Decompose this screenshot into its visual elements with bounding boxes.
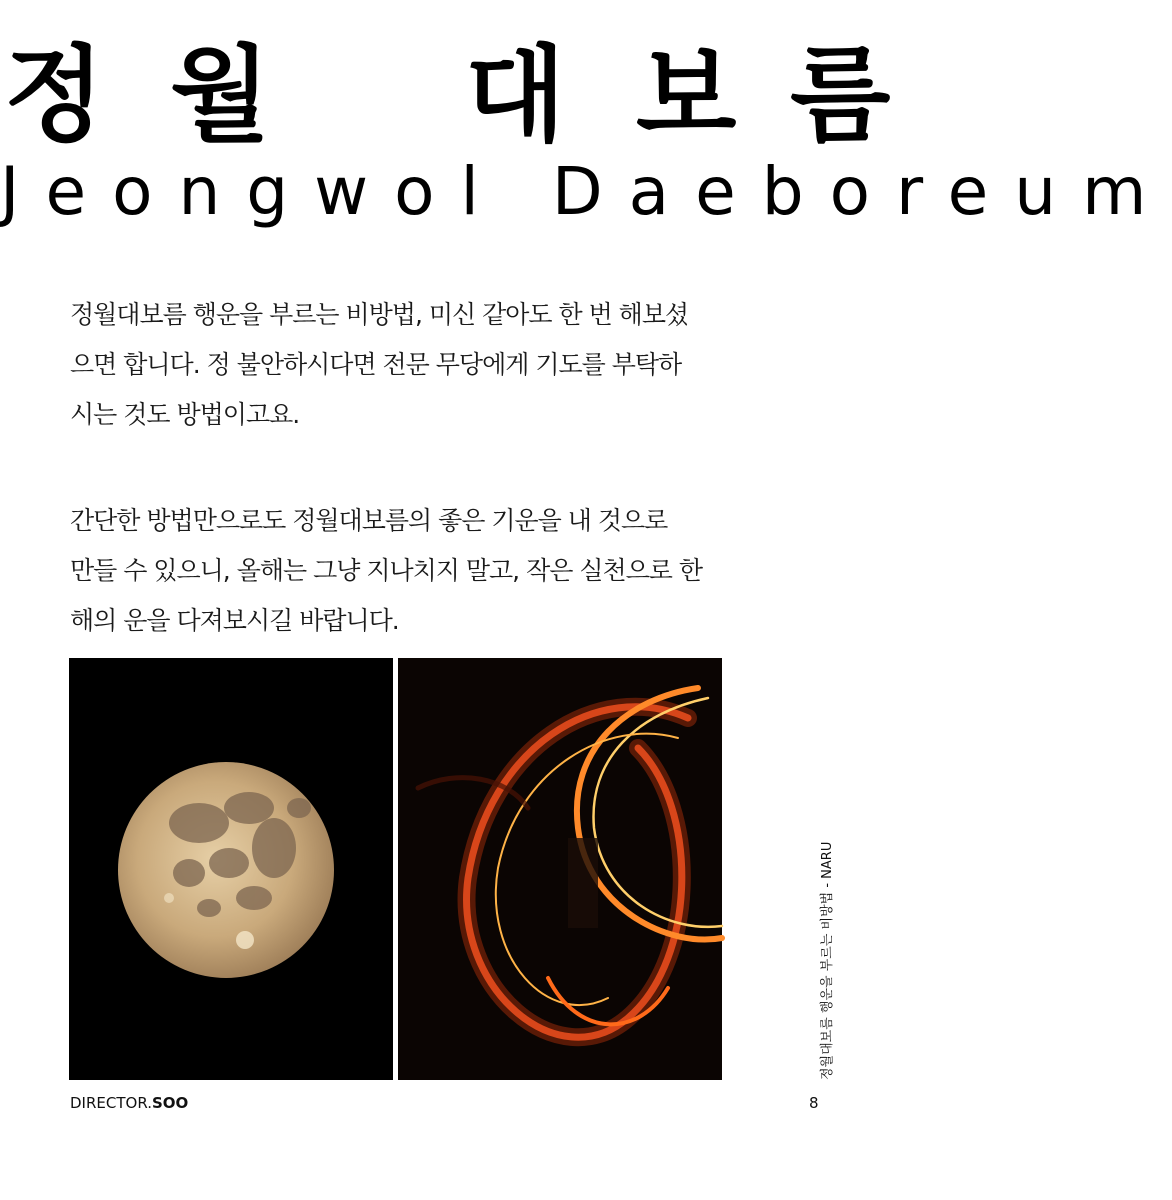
paragraph-line: 정월대보름 행운을 부르는 비방법, 미신 같아도 한 번 해보셨: [70, 300, 689, 329]
page-title-english: Jeongwol Daeboreum: [0, 153, 1172, 230]
paragraph-line: 으면 합니다. 정 불안하시다면 전문 무당에게 기도를 부탁하: [70, 350, 682, 379]
side-caption: 정월대보름 행운을 부르는 비방법 - NARU: [820, 841, 835, 1080]
body-paragraph-2: [70, 496, 730, 646]
paragraph-line: 시는 것도 방법이고요.: [70, 400, 300, 429]
paragraph-line: 간단한 방법만으로도 정월대보름의 좋은 기운을 내 것으로: [70, 506, 668, 535]
title-char: 름: [790, 34, 891, 156]
body-paragraph-1: [70, 290, 730, 440]
director-credit: [70, 1094, 188, 1112]
director-name: SOO: [151, 1094, 189, 1112]
fire-spinning-photo: [398, 658, 722, 1080]
page-title-korean: [0, 34, 900, 156]
title-char: 정: [4, 34, 105, 156]
title-char: 대: [465, 34, 566, 156]
title-char: 보: [636, 34, 737, 156]
paragraph-line: 만들 수 있으니, 올해는 그냥 지나치지 말고, 작은 실천으로 한: [70, 556, 703, 585]
full-moon-photo: [69, 658, 393, 1080]
paragraph-line: 해의 운을 다져보시길 바랍니다.: [70, 606, 399, 635]
page-number: 8: [809, 1094, 819, 1112]
title-char: 월: [170, 34, 271, 156]
director-prefix: DIRECTOR.: [70, 1094, 152, 1112]
